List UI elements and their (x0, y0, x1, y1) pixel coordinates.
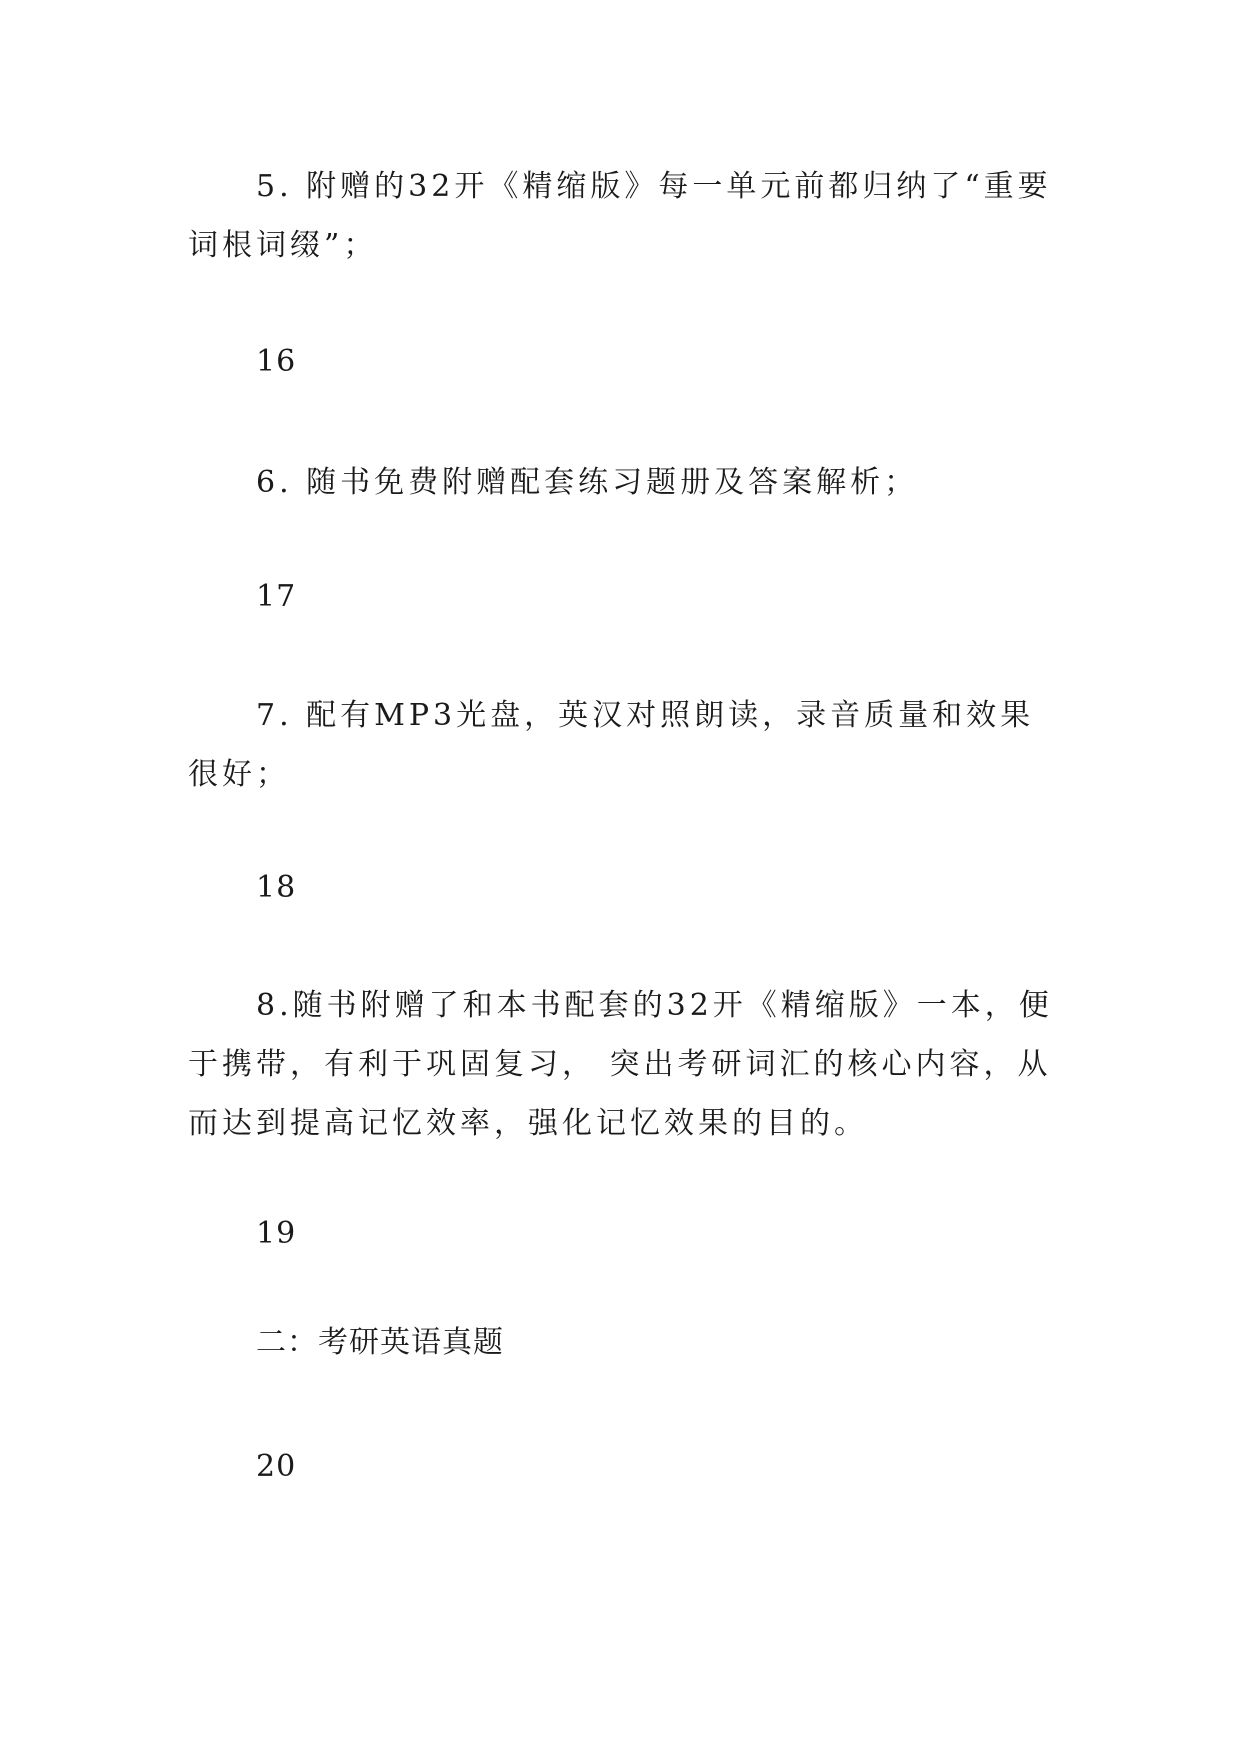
line-number-19: 19 (256, 1216, 297, 1251)
paragraph-item-5: 5. 附赠的32开《精缩版》每一单元前都归纳了“重要词根词缀”； (188, 169, 1052, 263)
line-number-18: 18 (256, 870, 297, 905)
paragraph-item-8: 8.随书附赠了和本书配套的32开《精缩版》一本，便于携带，有利于巩固复习， 突出考研词汇的核心内容，从而达到提高记忆效率，强化记忆效果的目的。 (188, 988, 1053, 1141)
line-number-17: 17 (256, 579, 297, 614)
line-number-16: 16 (256, 344, 297, 379)
line-number-20: 20 (256, 1449, 297, 1484)
section-heading: 二：考研英语真题 (256, 1325, 504, 1360)
paragraph-item-6: 6. 随书免费附赠配套练习题册及答案解析； (256, 465, 919, 500)
paragraph-item-7: 7. 配有MP3光盘，英汉对照朗读，录音质量和效果很好； (188, 698, 1035, 792)
